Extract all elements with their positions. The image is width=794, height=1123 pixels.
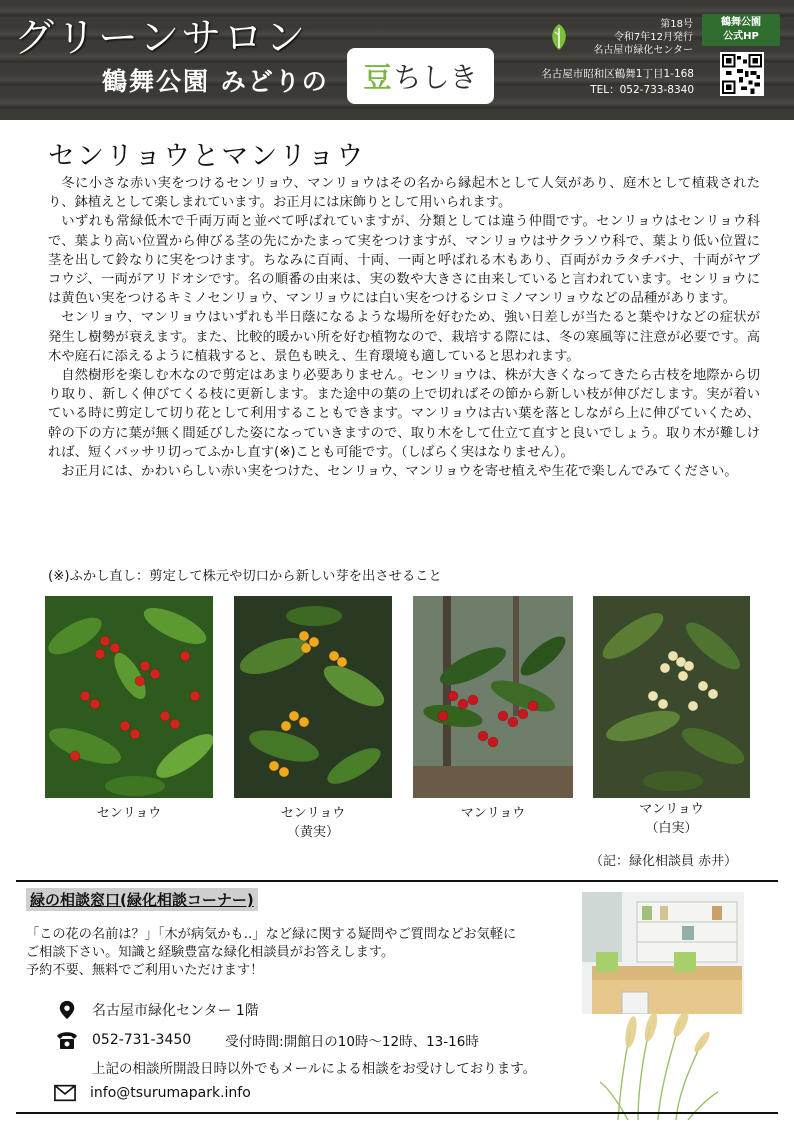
berry [448,691,458,701]
email-address[interactable]: info@tsurumapark.info [90,1085,251,1101]
berry [518,709,528,719]
envelope-icon [54,1083,76,1103]
article-title: センリョウとマンリョウ [48,141,366,172]
berry [658,699,668,709]
article-paragraph: センリョウ、マンリョウはいずれも半日蔭になるような場所を好むため、強い日差しが当たると葉やけなどの症状が発生し樹勢が衰えます。また、比較的暖かい所を好む植物なので、栽培する際には、冬の寒風等に注意が必要です。高木や庭石に添えるように植栽すると、景色も映え、生育環境も適していると思われます。 [48,310,760,364]
berry [140,661,150,671]
berry [688,701,698,711]
mame-chishiki-logo [347,48,494,104]
publisher-address [508,66,694,98]
photo-senryo [45,596,213,798]
berry [478,731,488,741]
berry [120,721,130,731]
newsletter-header [0,0,794,120]
consultation-text [26,926,582,980]
consultation-room-photo [582,892,744,1014]
berry [80,691,90,701]
berry [458,699,468,709]
berry [269,761,279,771]
section-divider [16,880,778,882]
official-hp-badge[interactable] [702,14,780,46]
article-paragraph: 自然樹形を楽しむ木なので剪定はあまり必要ありません。センリョウは、株が大きくなってきたら古枝を地際から切り取り、新しく伸びてくる枝に更新します。また途中の葉の上で切ればその節から新しい枝が伸びだします。実が着いている時に剪定して切り花として利用することもできます。マンリョウは古い葉を落としながら上に伸びていくため、幹の下の方に葉が無く間延びした姿になっていきますので、取り木をして仕立て直すと良いでしょう。取り木が難しければ、短くバッサリ切ってふかし直す(※)ことも可能です。（しばらく実はなりません）。 [48,368,760,460]
hp-badge-line2: 公式HP [723,31,759,42]
location-text: 名古屋市緑化センター 1階 [92,1003,259,1019]
newsletter-subtitle: 鶴舞公園 みどりの [102,67,329,96]
phone-row [56,1030,479,1050]
berry [299,717,309,727]
berry [301,643,311,653]
berry [135,676,145,686]
photo-manryo [413,596,573,798]
consultation-line: ご相談下さい。知識と経験豊富な緑化相談員がお答えします。 [26,945,395,960]
author-credit: （記：緑化相談員 赤井） [590,854,738,869]
berry [698,681,708,691]
photo-caption: センリョウ （黄実） [280,806,346,840]
map-pin-icon [56,1000,78,1020]
berry [180,651,190,661]
article-body [48,174,760,481]
berry [160,711,170,721]
logo-text: ちしき [393,61,478,94]
berry [498,711,508,721]
berry [508,717,518,727]
berry [110,643,120,653]
photo-caption: センリョウ [96,806,162,821]
email-row [54,1083,251,1103]
berry [337,657,347,667]
berry [90,699,100,709]
address-line: 名古屋市昭和区鶴舞1丁目1-168 [541,68,694,80]
berry [100,636,110,646]
photo-manryo-white [593,596,750,798]
bottom-divider [16,1112,778,1114]
berry [190,691,200,701]
pampas-grass-illustration [598,1012,720,1120]
newsletter-title: グリーンサロン [14,15,308,61]
phone-number[interactable]: 052-731-3450 [92,1032,192,1048]
green-center-leaf-icon [548,22,570,52]
berry [684,661,694,671]
issue-info [578,18,693,57]
berry [289,711,299,721]
berry [281,721,291,731]
issue-number: 第18号 [660,19,693,30]
consultation-line: 「この花の名前は？」「木が病気かも‥」など緑に関する疑問やご質問などお気軽に [26,927,517,942]
qr-code-icon[interactable] [720,52,764,96]
berry [488,737,498,747]
article-paragraph: お正月には、かわいらしい赤い実をつけた、センリョウ、マンリョウを寄せ植えや生花で楽しんでみてください。 [61,464,738,480]
consultation-line: 予約不要、無料でご利用いただけます！ [26,963,264,978]
location-row [56,1000,259,1020]
berry [708,689,718,699]
berry [648,691,658,701]
logo-mark: 豆 [363,61,392,94]
photo-senryo-yellow [234,596,392,798]
berry [279,767,289,777]
berry [150,669,160,679]
berry [438,711,448,721]
berry [95,649,105,659]
article-paragraph: いずれも常緑低木で千両万両と並べて呼ばれていますが、分類としては違う仲間です。センリョウはセンリョウ科で、葉より高い位置から伸びる茎の先にかたまって実をつけますが、マンリョウはサクラソウ科で、葉より低い位置に茎を出して鈴なりに実をつけます。ちなみに百両、十両、一両と呼ばれる木もあり、百両がカラタチバナ、十両がヤブコウジ、一両がアリドオシです。名の順番の由来は、実の数や大きさに由来していると言われています。センリョウには黄色い実をつけるキミノセンリョウ、マンリョウには白い実をつけるシロミノマンリョウなどの品種があります。 [48,214,760,307]
issue-date: 令和7年12月発行 [613,32,693,43]
email-consult-note: 上記の相談所開設日時以外でもメールによる相談をお受けしております。 [92,1061,537,1077]
berry [70,751,80,761]
berry [678,671,688,681]
berry [170,719,180,729]
publisher: 名古屋市緑化センター [593,45,693,56]
telephone-icon [56,1030,78,1050]
berry [528,701,538,711]
berry [299,631,309,641]
consultation-title: 緑の相談窓口(緑化相談コーナー) [26,888,258,911]
photo-caption: マンリョウ （白実） [639,802,704,836]
tel-line: TEL：052-733-8340 [590,84,694,96]
berry [660,663,670,673]
photo-caption: マンリョウ [460,806,526,821]
hp-badge-line1: 鶴舞公園 [721,17,761,28]
article-paragraph: 冬に小さな赤い実をつけるセンリョウ、マンリョウはその名から縁起木として人気があり、庭木として植栽されたり、鉢植えとして楽しまれています。お正月には床飾りとして用いられます。 [48,176,760,211]
berry [468,695,478,705]
footnote: (※)ふかし直し：剪定して株元や切口から新しい芽を出させること [48,569,442,584]
berry [130,729,140,739]
reception-hours: 受付時間:開館日の10時～12時、13-16時 [225,1034,479,1050]
